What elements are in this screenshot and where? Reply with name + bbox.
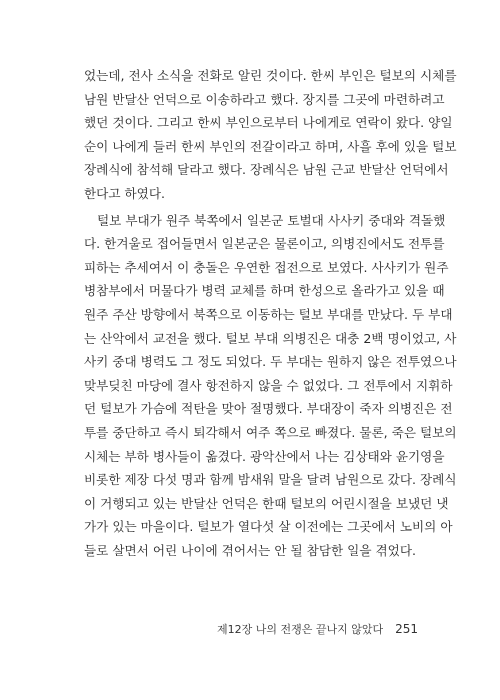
text-line: 이 거행되고 있는 반달산 언덕은 한때 털보의 어린시절을 보냈던 냇 [84, 495, 449, 511]
text-line: 장례식에 참석해 달라고 했다. 장례식은 남원 근교 반달산 언덕에서 [84, 162, 449, 178]
text-line: 투를 중단하고 즉시 퇴각해서 여주 쪽으로 빠졌다. 물론, 죽은 털보의 [84, 424, 457, 440]
text-line: 털보 부대가 원주 북쪽에서 일본군 토벌대 사사키 중대와 격돌했 [97, 212, 446, 228]
text-line: 병참부에서 머물다가 병력 교체를 하며 한성으로 올라가고 있을 때 [84, 283, 445, 299]
text-line: 던 털보가 가슴에 적탄을 맞아 절명했다. 부대장이 죽자 의병진은 전 [84, 401, 453, 417]
text-line: 남원 반달산 언덕으로 이송하라고 했다. 장지를 그곳에 마련하려고 [84, 91, 445, 107]
text-line: 가가 있는 마을이다. 털보가 열다섯 살 이전에는 그곳에서 노비의 아 [84, 519, 453, 535]
text-line: 었는데, 전사 소식을 전화로 알린 것이다. 한씨 부인은 털보의 시체를 [84, 68, 457, 83]
text-line: 한다고 하였다. [84, 185, 165, 201]
text-line: 시체는 부하 병사들이 옮겼다. 광악산에서 나는 김상태와 윤기영을 [84, 448, 445, 464]
text-line: 는 산악에서 교전을 했다. 털보 부대 의병진은 대충 2백 명이었고, 사 [84, 330, 457, 346]
text-line: 사키 중대 병력도 그 정도 되었다. 두 부대는 원하지 않은 전투였으나 [84, 354, 457, 370]
text-line: 비롯한 제장 다섯 명과 함께 밤새워 말을 달려 남원으로 갔다. 장례식 [84, 472, 457, 488]
chapter-title: 제12장 나의 전쟁은 끝나지 않았다 [216, 623, 384, 636]
text-line: 원주 주산 방향에서 북쪽으로 이동하는 털보 부대를 만났다. 두 부대 [84, 306, 453, 322]
text-line: 들로 살면서 어린 나이에 겪어서는 안 될 참담한 일을 겪었다. [84, 542, 417, 558]
paragraph [84, 64, 457, 206]
text-line: 했던 것이다. 그리고 한씨 부인으로부터 나에게로 연락이 왔다. 양일 [84, 115, 453, 131]
page-footer [217, 621, 418, 637]
paragraph [84, 209, 457, 563]
body-text [84, 64, 457, 562]
text-line: 맞부딪친 마당에 결사 항전하지 않을 수 없었다. 그 전투에서 지휘하 [84, 377, 453, 393]
page-number: 251 [395, 622, 418, 636]
text-line: 피하는 추세여서 이 충돌은 우연한 접전으로 보였다. 사사키가 원주 [84, 259, 449, 275]
text-line: 순이 나에게 들러 한씨 부인의 전갈이라고 하며, 사흘 후에 있을 털보 [84, 138, 457, 154]
text-line: 다. 한겨울로 접어들면서 일본군은 물론이고, 의병진에서도 전투를 [84, 236, 445, 252]
